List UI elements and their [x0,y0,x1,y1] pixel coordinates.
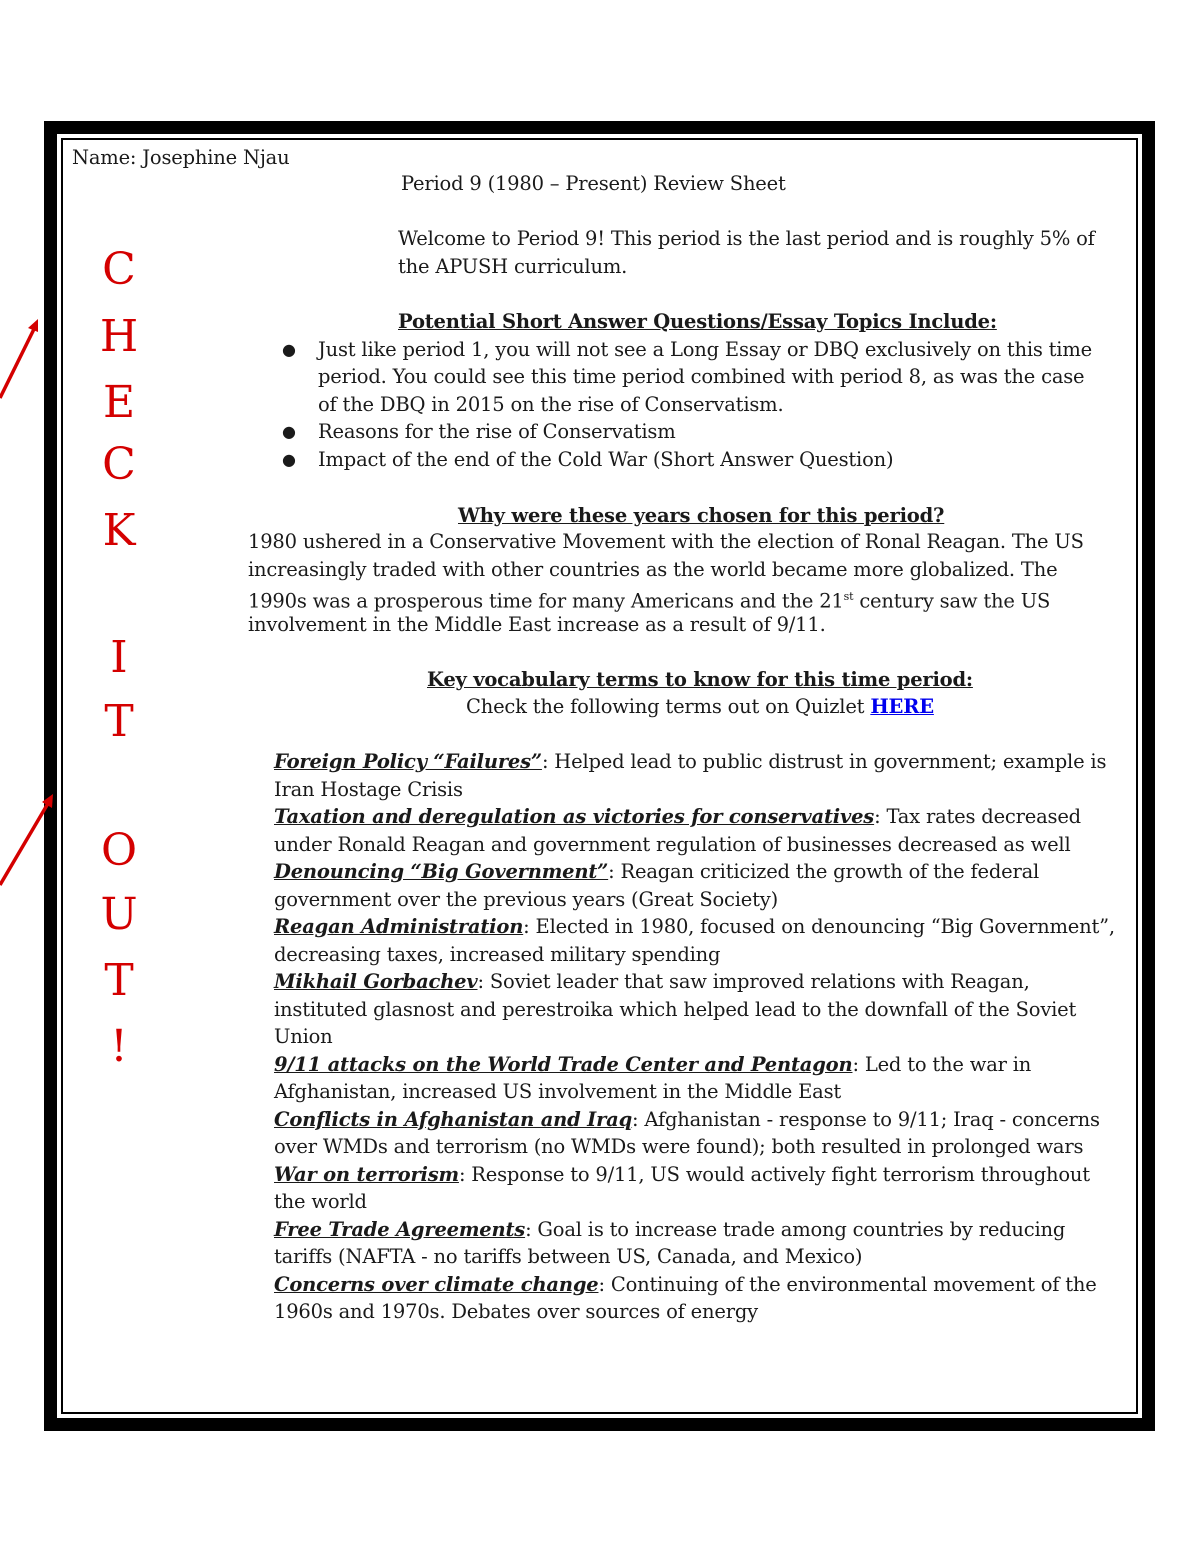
annotation-arrows [0,0,60,900]
vocab-definition: : Afghanistan - response to 9/11; Iraq - concerns [632,1107,1100,1131]
essay-topics-heading: Potential Short Answer Questions/Essay Topics Include: [398,310,997,333]
vocab-definition: : Tax rates decreased [874,805,1081,828]
why-line-2: increasingly traded with other countries as the world became more globalized. The [248,558,1058,581]
arrow-lower [0,800,50,885]
vocab-term: War on terrorism [274,1162,459,1186]
vocab-term-line [274,1271,1097,1299]
vocab-definition: : Continuing of the environmental movement of the [598,1272,1097,1296]
quizlet-line [466,693,934,721]
bullet-icon: ● [282,340,296,359]
intro-line-2: the APUSH curriculum. [398,255,628,278]
annotation-letter: ! [110,1021,128,1072]
vocab-definition: : Reagan criticized the growth of the federal [608,860,1040,883]
annotation-letter: O [100,825,138,876]
vocab-term-line [274,1216,1065,1244]
why-line-1: 1980 ushered in a Conservative Movement with the election of Ronal Reagan. The US [248,530,1084,553]
vocab-definition-continued: the world [274,1190,367,1213]
vocab-definition-continued: decreasing taxes, increased military spending [274,942,721,966]
vocab-term-line [274,803,1081,831]
annotation-letter: C [102,244,136,295]
vocab-term: Concerns over climate change [274,1272,599,1296]
bullet-icon: ● [282,450,296,469]
vocab-term: Mikhail Gorbachev [274,970,478,993]
superscript-st: st [843,590,854,603]
vocab-term-line [274,858,1039,886]
essay-bullet-2: Reasons for the rise of Conservatism [318,420,676,443]
vocab-term: Free Trade Agreements [274,1217,526,1241]
vocab-definition: : Goal is to increase trade among countries by reducing [525,1217,1066,1241]
annotation-letter: K [102,505,136,556]
annotation-letter: E [102,377,136,428]
essay-bullet-1-line-3: of the DBQ in 2015 on the rise of Conservatism. [318,393,784,416]
why-line-4: involvement in the Middle East increase as a result of 9/11. [248,613,826,636]
arrow-upper [0,325,36,398]
vocab-term: Reagan Administration [274,915,524,938]
vocab-term: Taxation and deregulation as victories for conservatives [274,805,875,828]
vocab-definition-continued: instituted glasnost and perestroika which helped lead to the downfall of the Soviet [274,997,1077,1021]
annotation-letter: H [99,311,139,362]
vocab-definition: : Helped lead to public distrust in government; example is [541,750,1107,773]
vocab-definition-continued: government over the previous years (Great Society) [274,887,779,911]
vocab-term-line [274,968,1030,996]
vocab-definition-continued: Iran Hostage Crisis [274,777,463,801]
vocab-term-line [274,913,1115,941]
annotation-letter: C [102,439,136,490]
vocab-term: 9/11 attacks on the World Trade Center and Pentagon [274,1052,853,1076]
vocab-definition-continued: under Ronald Reagan and government regulation of businesses decreased as well [274,832,1071,856]
intro-line-1: Welcome to Period 9! This period is the last period and is roughly 5% of [398,227,1095,250]
vocab-definition-continued: tariffs (NAFTA - no tariffs between US, Canada, and Mexico) [274,1245,863,1268]
why-line-3-end: century saw the US [853,589,1051,613]
annotation-letter: T [104,696,134,747]
quizlet-text: Check the following terms out on Quizlet [466,695,871,718]
vocab-definition: : Soviet leader that saw improved relations with Reagan, [477,970,1030,993]
annotation-letter: U [100,889,138,940]
vocab-term-line [274,748,1106,776]
page-title: Period 9 (1980 – Present) Review Sheet [401,172,786,195]
vocab-definition-continued: over WMDs and terrorism (no WMDs were found); both resulted in prolonged wars [274,1135,1084,1158]
student-name: Name: Josephine Njau [72,146,290,169]
vocab-definition: : Response to 9/11, US would actively fight terrorism throughout [458,1162,1090,1186]
vocab-term-line [274,1051,1031,1079]
vocab-definition-continued: Afghanistan, increased US involvement in the Middle East [274,1080,842,1103]
vocab-definition: : Elected in 1980, focused on denouncing “Big Government”, [523,915,1115,938]
vocab-heading: Key vocabulary terms to know for this time period: [427,668,973,691]
annotation-letter: I [110,632,128,683]
vocab-term-line [274,1106,1100,1134]
essay-bullet-1-line-2: period. You could see this time period combined with period 8, as was the case [318,365,1085,388]
vocab-definition-continued: Union [274,1025,333,1048]
essay-bullet-1-line-1: Just like period 1, you will not see a Long Essay or DBQ exclusively on this time [318,338,1092,361]
vocab-term: Denouncing “Big Government” [274,860,609,883]
vocab-definition: : Led to the war in [852,1052,1032,1076]
quizlet-link[interactable]: HERE [870,695,934,718]
annotation-letter: T [104,955,134,1006]
why-line-3-start: 1990s was a prosperous time for many Americans and the 21 [248,589,844,613]
bullet-icon: ● [282,422,296,441]
vocab-term: Conflicts in Afghanistan and Iraq [274,1107,633,1131]
vocab-term-line [274,1161,1090,1189]
vocab-term: Foreign Policy “Failures” [274,750,542,773]
why-heading: Why were these years chosen for this period? [458,504,945,527]
essay-bullet-3: Impact of the end of the Cold War (Short Answer Question) [318,448,894,471]
vocab-definition-continued: 1960s and 1970s. Debates over sources of energy [274,1300,758,1323]
